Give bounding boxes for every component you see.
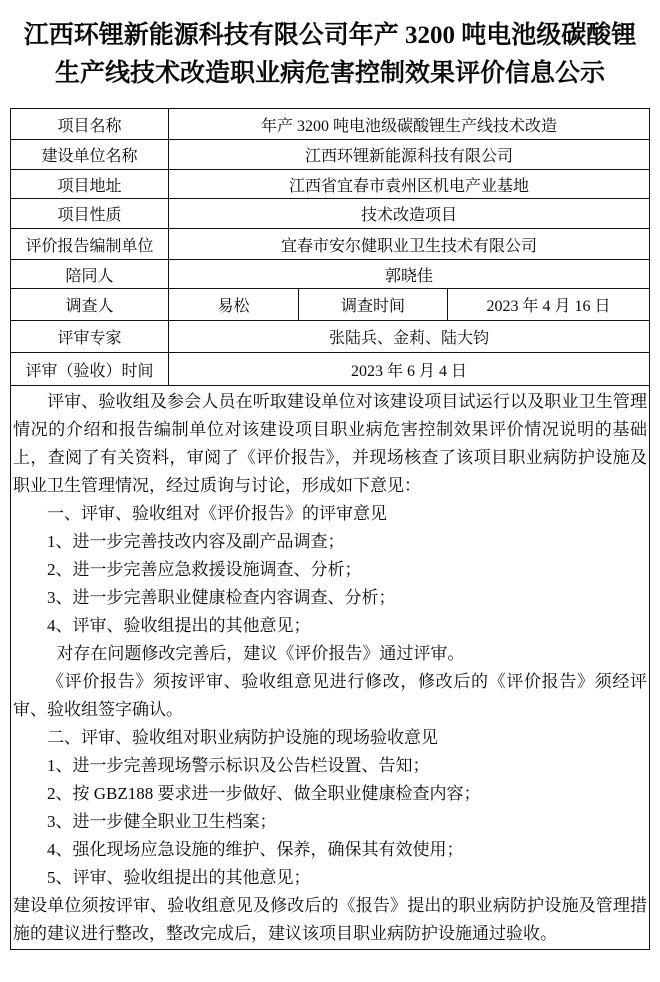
report-unit-label: 评价报告编制单位 bbox=[10, 229, 168, 260]
project-nature-value: 技术改造项目 bbox=[168, 199, 649, 229]
review-opinions-cell bbox=[10, 386, 649, 950]
accompanying-person-value: 郭晓佳 bbox=[168, 260, 649, 289]
project-name-value: 年产 3200 吨电池级碳酸锂生产线技术改造 bbox=[168, 109, 649, 140]
opinion-section-2-heading: 二、评审、验收组对职业病防护设施的现场验收意见 bbox=[46, 727, 438, 747]
table-row-project-nature bbox=[10, 199, 649, 229]
investigator-value: 易松 bbox=[168, 289, 298, 321]
project-nature-label: 项目性质 bbox=[10, 199, 168, 229]
opinion-item-2-2: 2、按 GBZ188 要求进一步做好、做全职业健康检查内容； bbox=[46, 783, 481, 803]
project-info-table bbox=[10, 108, 650, 950]
opinion-item-1-2: 2、进一步完善应急救援设施调查、分析； bbox=[46, 559, 362, 579]
review-time-value: 2023 年 6 月 4 日 bbox=[168, 353, 649, 386]
page-title bbox=[0, 0, 660, 93]
project-name-label: 项目名称 bbox=[10, 109, 168, 140]
opinion-item-1-1: 1、进一步完善技改内容及副产品调查； bbox=[46, 531, 345, 551]
construction-unit-value: 江西环锂新能源科技有限公司 bbox=[168, 140, 649, 170]
table-row-investigator bbox=[10, 289, 649, 321]
table-row-review-experts bbox=[10, 321, 649, 353]
page-title-line-1: 江西环锂新能源科技有限公司年产 3200 吨电池级碳酸锂 bbox=[23, 22, 637, 49]
table-row-report-unit bbox=[10, 229, 649, 260]
accompanying-person-label: 陪同人 bbox=[10, 260, 168, 289]
opinion-item-2-1: 1、进一步完善现场警示标识及公告栏设置、告知； bbox=[46, 755, 430, 775]
review-time-label: 评审（验收）时间 bbox=[10, 353, 168, 386]
investigation-time-value: 2023 年 4 月 16 日 bbox=[447, 289, 649, 321]
table-row-project-name bbox=[10, 109, 649, 140]
opinion-paragraph-intro: 评审、验收组及参会人员在听取建设单位对该建设项目试运行以及职业卫生管理情况的介绍和报告编制单位对该建设项目职业病危害控制效果评价情况说明的基础上，查阅了有关资料，审阅了《评价报告》，并现场核查了该项目职业病防护设施及职业卫生管理情况，经过质询与讨论，形成如下意见： bbox=[12, 391, 648, 495]
investigator-label: 调查人 bbox=[10, 289, 168, 321]
table-row-review-time bbox=[10, 353, 649, 386]
opinion-item-2-3: 3、进一步健全职业卫生档案； bbox=[46, 811, 277, 831]
project-address-value: 江西省宜春市袁州区机电产业基地 bbox=[168, 170, 649, 199]
table-row-opinions bbox=[10, 386, 649, 950]
opinion-item-2-4: 4、强化现场应急设施的维护、保养，确保其有效使用； bbox=[46, 839, 464, 859]
table-row-accompanying-person bbox=[10, 260, 649, 289]
table-row-construction-unit bbox=[10, 140, 649, 170]
table-row-project-address bbox=[10, 170, 649, 199]
opinion-revision-note: 《评价报告》须按评审、验收组意见进行修改，修改后的《评价报告》须经评审、验收组签字确认。 bbox=[12, 671, 648, 719]
opinion-section-1-heading: 一、评审、验收组对《评价报告》的评审意见 bbox=[46, 503, 387, 523]
page-title-line-2: 生产线技术改造职业病危害控制效果评价信息公示 bbox=[54, 60, 605, 87]
opinion-item-1-3: 3、进一步完善职业健康检查内容调查、分析； bbox=[46, 587, 396, 607]
investigation-time-label: 调查时间 bbox=[298, 289, 447, 321]
review-experts-value: 张陆兵、金莉、陆大钧 bbox=[168, 321, 649, 353]
project-address-label: 项目地址 bbox=[10, 170, 168, 199]
opinion-item-2-5: 5、评审、验收组提出的其他意见； bbox=[46, 867, 311, 887]
opinion-item-1-4: 4、评审、验收组提出的其他意见； bbox=[46, 615, 311, 635]
opinion-conclusion-1: 对存在问题修改完善后，建议《评价报告》通过评审。 bbox=[56, 643, 465, 663]
opinion-conclusion-2: 建设单位须按评审、验收组意见及修改后的《报告》提出的职业病防护设施及管理措施的建议进行整改，整改完成后，建议该项目职业病防护设施通过验收。 bbox=[12, 895, 648, 943]
construction-unit-label: 建设单位名称 bbox=[10, 140, 168, 170]
report-unit-value: 宜春市安尔健职业卫生技术有限公司 bbox=[168, 229, 649, 260]
review-experts-label: 评审专家 bbox=[10, 321, 168, 353]
